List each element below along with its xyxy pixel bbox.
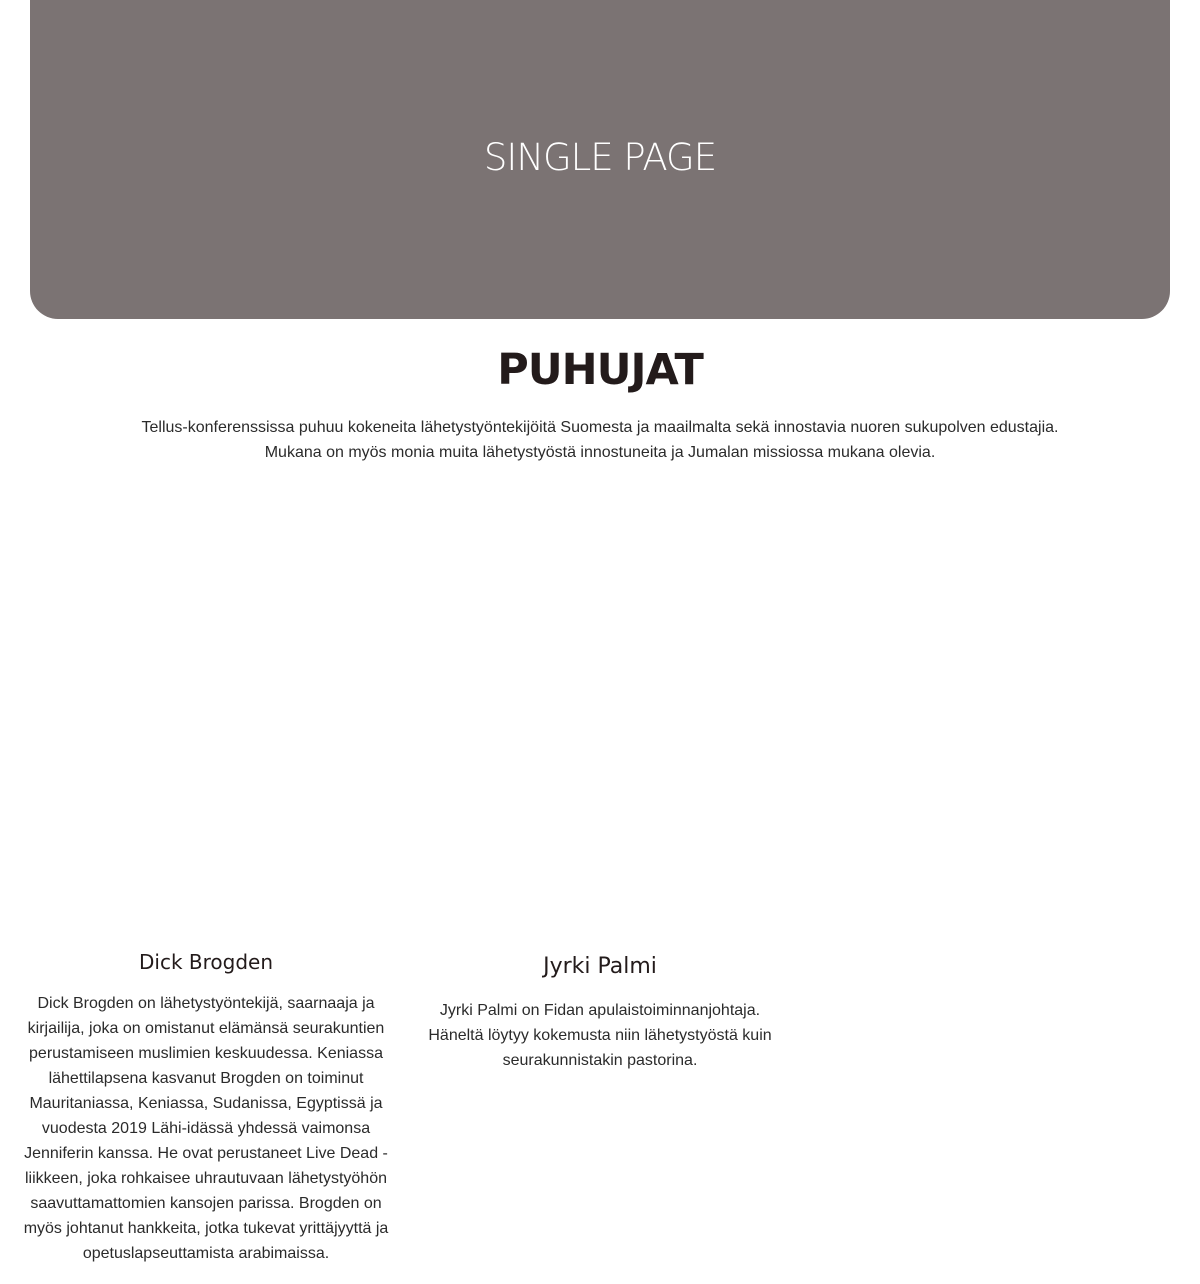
hero-title: SINGLE PAGE xyxy=(483,136,717,179)
intro-line-1: Tellus-konferenssissa puhuu kokeneita lähetystyöntekijöitä Suomesta ja maailmalta sekä innostavia nuoren sukupolven edustajia. xyxy=(141,419,1059,436)
speaker-bio: Jyrki Palmi on Fidan apulaistoiminnanjohtaja. Häneltä löytyy kokemusta niin lähetystyöstä kuin seurakunnistakin pastorina. xyxy=(428,1002,772,1069)
hero-banner xyxy=(30,0,1170,319)
speaker-card-jyrki-palmi xyxy=(418,954,782,1073)
section-title: PUHUJAT xyxy=(497,345,703,395)
speaker-name: Dick Brogden xyxy=(138,950,273,974)
speaker-bio: Dick Brogden on lähetystyöntekijä, saarnaaja ja kirjailija, joka on omistanut elämänsä seurakuntien perustamiseen muslimien keskuudessa. Keniassa lähettilapsena kasvanut Brogden on toiminut Mauritaniassa, Keniassa, Sudanissa, Egyptissä ja vuodesta 2019 Lähi-idässä yhdessä vaimonsa Jenniferin kanssa. He ovat perustaneet Live Dead -liikkeen, joka rohkaisee uhrautuvaan lähetystyöhön saavuttamattomien kansojen parissa. Brogden on myös johtanut hankkeita, jotka tukevat yrittäjyyttä ja opetuslapseuttamista arabimaissa. xyxy=(23,995,389,1262)
intro-line-2: Mukana on myös monia muita lähetystyöstä innostuneita ja Jumalan missiossa mukana olevia. xyxy=(264,444,936,461)
section-intro xyxy=(100,415,1100,465)
speaker-name: Jyrki Palmi xyxy=(543,954,657,979)
speaker-card-dick-brogden xyxy=(18,949,394,1266)
